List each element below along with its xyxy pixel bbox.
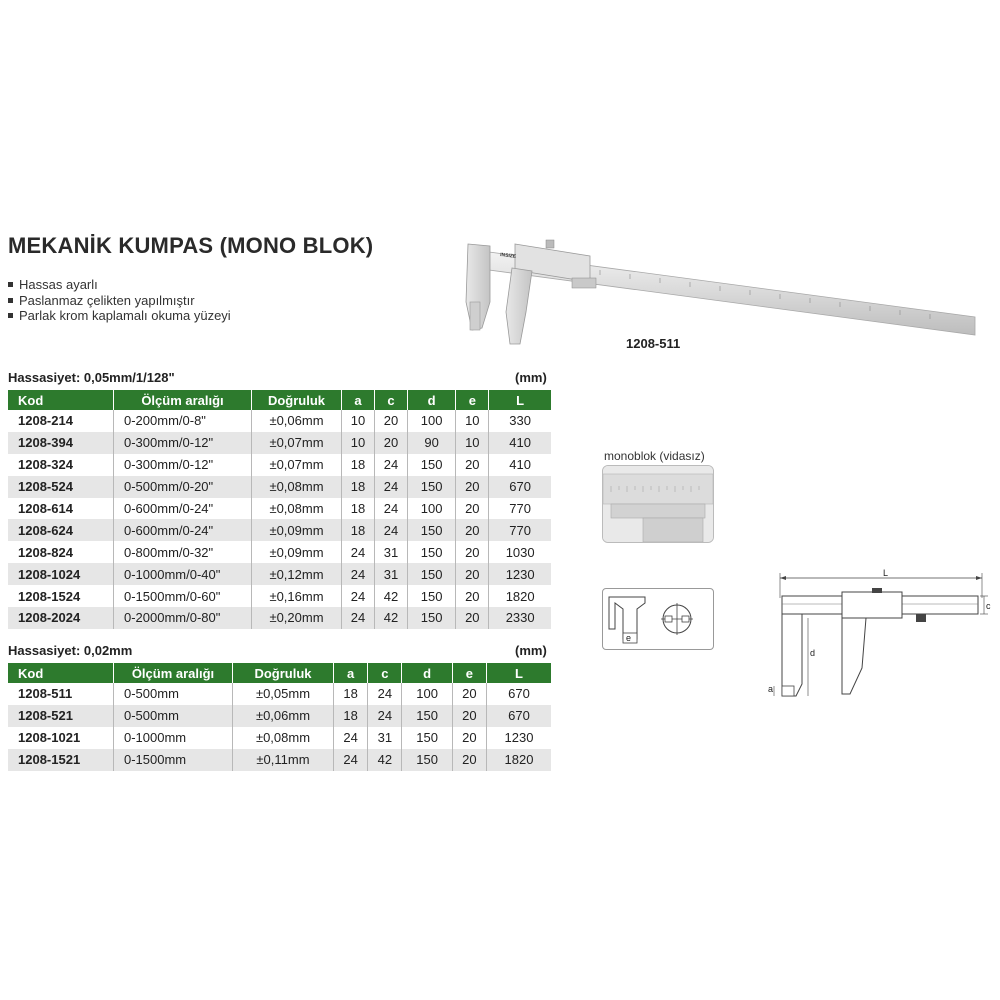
product-code-cell: 1208-1524: [8, 585, 114, 607]
dimension-e-label: e: [626, 633, 632, 643]
table-cell: 150: [408, 607, 456, 629]
column-header: L: [489, 390, 551, 410]
jaw-detail-image: [602, 588, 714, 650]
table-cell: 24: [342, 563, 375, 585]
table-cell: 20: [456, 585, 489, 607]
table-cell: 670: [487, 705, 551, 727]
spec-table-2: [8, 663, 551, 771]
monoblock-detail-image: [602, 465, 714, 543]
table-cell: 1820: [489, 585, 551, 607]
table-cell: 0-1000mm/0-40": [114, 563, 252, 585]
dimension-L-label: L: [883, 568, 889, 578]
table-cell: ±0,20mm: [252, 607, 342, 629]
table-cell: 20: [456, 541, 489, 563]
table-row: [8, 563, 551, 585]
table-cell: ±0,08mm: [252, 498, 342, 520]
product-code-cell: 1208-394: [8, 432, 114, 454]
table-cell: 10: [342, 410, 375, 432]
table-cell: 0-300mm/0-12": [114, 454, 252, 476]
column-header: L: [487, 663, 551, 683]
table-cell: 150: [402, 705, 452, 727]
table-cell: 31: [375, 563, 408, 585]
table-cell: 0-200mm/0-8": [114, 410, 252, 432]
column-header: a: [342, 390, 375, 410]
table-cell: 20: [456, 563, 489, 585]
product-code-cell: 1208-521: [8, 705, 114, 727]
table-cell: 150: [402, 727, 452, 749]
spec-table-1: [8, 390, 551, 629]
table-cell: 24: [334, 727, 368, 749]
table-cell: 18: [334, 705, 368, 727]
table-cell: 31: [375, 541, 408, 563]
caliper-dimension-diagram: [768, 568, 994, 708]
product-code-cell: 1208-324: [8, 454, 114, 476]
table-row: [8, 683, 551, 705]
table-cell: 24: [342, 607, 375, 629]
column-header: c: [375, 390, 408, 410]
photo-caption: 1208-511: [626, 336, 681, 351]
table-cell: 150: [408, 519, 456, 541]
product-code-cell: 1208-1024: [8, 563, 114, 585]
table-header-row: [8, 663, 551, 683]
table-cell: 0-1000mm: [114, 727, 233, 749]
column-header: Ölçüm aralığı: [114, 390, 252, 410]
bullet-icon: [8, 282, 13, 287]
column-header: Kod: [8, 390, 114, 410]
table-cell: 2330: [489, 607, 551, 629]
table-cell: 18: [342, 454, 375, 476]
table-cell: 100: [408, 410, 456, 432]
table-cell: 24: [368, 683, 402, 705]
table-cell: 150: [408, 454, 456, 476]
table-cell: 42: [375, 585, 408, 607]
table-cell: ±0,16mm: [252, 585, 342, 607]
table-cell: 24: [334, 749, 368, 771]
table-row: [8, 519, 551, 541]
product-code-cell: 1208-2024: [8, 607, 114, 629]
table-cell: 150: [402, 749, 452, 771]
table-cell: 31: [368, 727, 402, 749]
table-cell: 24: [342, 541, 375, 563]
table-cell: 20: [453, 727, 487, 749]
table-cell: 0-500mm: [114, 683, 233, 705]
table-row: [8, 705, 551, 727]
table-cell: 0-800mm/0-32": [114, 541, 252, 563]
table-cell: ±0,09mm: [252, 519, 342, 541]
table-row: [8, 410, 551, 432]
table-cell: 20: [453, 749, 487, 771]
table-cell: 0-600mm/0-24": [114, 519, 252, 541]
table-cell: 24: [375, 498, 408, 520]
column-header: a: [334, 663, 368, 683]
table-cell: 0-1500mm/0-60": [114, 585, 252, 607]
table-header-row: [8, 390, 551, 410]
column-header: e: [453, 663, 487, 683]
table-cell: ±0,11mm: [233, 749, 334, 771]
table-cell: 0-600mm/0-24": [114, 498, 252, 520]
table-cell: 20: [375, 432, 408, 454]
table-cell: 20: [456, 498, 489, 520]
table-row: [8, 727, 551, 749]
table-cell: 24: [375, 476, 408, 498]
table-cell: 0-500mm/0-20": [114, 476, 252, 498]
table-cell: 18: [334, 683, 368, 705]
table-cell: 1230: [489, 563, 551, 585]
table-cell: 42: [375, 607, 408, 629]
bullet-icon: [8, 298, 13, 303]
table-cell: 670: [487, 683, 551, 705]
table-cell: ±0,09mm: [252, 541, 342, 563]
table-cell: 1230: [487, 727, 551, 749]
section1-title: Hassasiyet: 0,05mm/1/128": [8, 370, 175, 385]
table-row: [8, 541, 551, 563]
monoblock-label: monoblok (vidasız): [604, 449, 705, 463]
column-header: Doğruluk: [252, 390, 342, 410]
table-cell: 1820: [487, 749, 551, 771]
table-cell: 0-500mm: [114, 705, 233, 727]
dimension-a-label: a: [768, 684, 774, 694]
table-cell: 20: [375, 410, 408, 432]
table-cell: ±0,08mm: [233, 727, 334, 749]
table-cell: 1030: [489, 541, 551, 563]
table-cell: 410: [489, 454, 551, 476]
table-cell: 20: [456, 519, 489, 541]
table-cell: 24: [375, 519, 408, 541]
page-title: MEKANİK KUMPAS (MONO BLOK): [8, 233, 374, 258]
table-cell: ±0,05mm: [233, 683, 334, 705]
brand-logo: INSIZE: [499, 252, 517, 260]
section2-unit: (mm): [515, 643, 547, 658]
product-code-cell: 1208-624: [8, 519, 114, 541]
table-cell: 20: [453, 705, 487, 727]
column-header: Doğruluk: [233, 663, 334, 683]
table-cell: 20: [456, 476, 489, 498]
table-cell: 18: [342, 476, 375, 498]
product-code-cell: 1208-614: [8, 498, 114, 520]
product-code-cell: 1208-1521: [8, 749, 114, 771]
table-cell: 150: [408, 585, 456, 607]
table-cell: 770: [489, 498, 551, 520]
table-row: [8, 585, 551, 607]
feature-item: Parlak krom kaplamalı okuma yüzeyi: [8, 308, 231, 324]
column-header: e: [456, 390, 489, 410]
table-cell: 100: [408, 498, 456, 520]
table-cell: ±0,07mm: [252, 454, 342, 476]
table-row: [8, 454, 551, 476]
table-cell: 24: [375, 454, 408, 476]
table-cell: ±0,12mm: [252, 563, 342, 585]
table-cell: 24: [342, 585, 375, 607]
table-cell: 10: [342, 432, 375, 454]
table-cell: ±0,07mm: [252, 432, 342, 454]
table-cell: 10: [456, 432, 489, 454]
column-header: Kod: [8, 663, 114, 683]
product-code-cell: 1208-524: [8, 476, 114, 498]
feature-item: Paslanmaz çelikten yapılmıştır: [8, 293, 231, 309]
table-cell: 24: [368, 705, 402, 727]
dimension-d-label: d: [810, 648, 816, 658]
bullet-icon: [8, 313, 13, 318]
table-row: [8, 476, 551, 498]
section1-unit: (mm): [515, 370, 547, 385]
table-cell: 100: [402, 683, 452, 705]
caliper-product-image: [460, 232, 980, 347]
column-header: d: [402, 663, 452, 683]
column-header: d: [408, 390, 456, 410]
table-cell: 20: [456, 607, 489, 629]
table-cell: 90: [408, 432, 456, 454]
table-row: [8, 432, 551, 454]
table-cell: 20: [453, 683, 487, 705]
table-cell: 0-1500mm: [114, 749, 233, 771]
table-cell: 670: [489, 476, 551, 498]
product-code-cell: 1208-824: [8, 541, 114, 563]
table-cell: 20: [456, 454, 489, 476]
table-row: [8, 607, 551, 629]
column-header: Ölçüm aralığı: [114, 663, 233, 683]
feature-item: Hassas ayarlı: [8, 277, 231, 293]
feature-list: [8, 277, 231, 324]
table-cell: 770: [489, 519, 551, 541]
table-cell: 150: [408, 541, 456, 563]
table-cell: 0-2000mm/0-80": [114, 607, 252, 629]
product-code-cell: 1208-214: [8, 410, 114, 432]
table-cell: ±0,06mm: [252, 410, 342, 432]
table-cell: 330: [489, 410, 551, 432]
table-cell: 410: [489, 432, 551, 454]
section2-title: Hassasiyet: 0,02mm: [8, 643, 133, 658]
table-row: [8, 498, 551, 520]
table-cell: 150: [408, 563, 456, 585]
table-cell: 10: [456, 410, 489, 432]
table-cell: 18: [342, 519, 375, 541]
table-cell: ±0,06mm: [233, 705, 334, 727]
table-row: [8, 749, 551, 771]
product-code-cell: 1208-1021: [8, 727, 114, 749]
table-cell: 150: [408, 476, 456, 498]
table-cell: 18: [342, 498, 375, 520]
table-cell: ±0,08mm: [252, 476, 342, 498]
product-code-cell: 1208-511: [8, 683, 114, 705]
column-header: c: [368, 663, 402, 683]
table-cell: 42: [368, 749, 402, 771]
dimension-c-label: c: [986, 601, 991, 611]
table-cell: 0-300mm/0-12": [114, 432, 252, 454]
